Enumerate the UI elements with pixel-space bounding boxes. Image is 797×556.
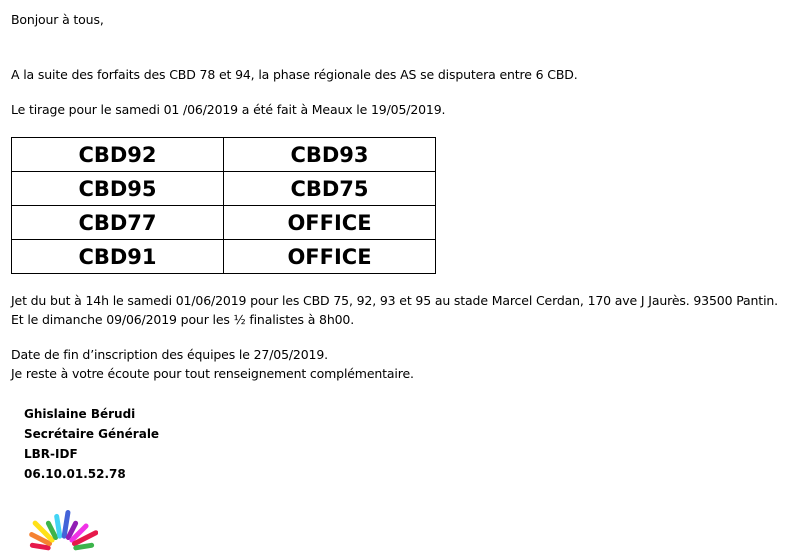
table-cell: CBD91: [12, 240, 224, 274]
table-row: [12, 240, 436, 274]
table-cell: CBD95: [12, 172, 224, 206]
table-cell: OFFICE: [224, 240, 436, 274]
signature-phone: 06.10.01.52.78: [24, 467, 126, 481]
schedule-sunday: Et le dimanche 09/06/2019 pour les ½ finalistes à 8h00.: [11, 312, 355, 327]
signature-title: Secrétaire Générale: [24, 427, 160, 441]
signature-org: LBR-IDF: [24, 447, 78, 461]
greeting: Bonjour à tous,: [11, 12, 104, 27]
starburst-logo-icon: [26, 492, 98, 556]
table-cell: CBD77: [12, 206, 224, 240]
forfeit-paragraph: A la suite des forfaits des CBD 78 et 94, la phase régionale des AS se disputera entre 6 CBD.: [11, 67, 578, 82]
table-row: [12, 206, 436, 240]
table-row: [12, 172, 436, 206]
table-cell: OFFICE: [224, 206, 436, 240]
signature-name: Ghislaine Bérudi: [24, 407, 136, 421]
logo-ray: [57, 516, 60, 536]
deadline-paragraph: Date de fin d’inscription des équipes le 27/05/2019.: [11, 347, 328, 362]
table-cell: CBD93: [224, 138, 436, 172]
logo-ray: [64, 512, 68, 536]
logo-ray: [32, 545, 48, 548]
draw-paragraph: Le tirage pour le samedi 01 /06/2019 a été fait à Meaux le 19/05/2019.: [11, 102, 446, 117]
contact-paragraph: Je reste à votre écoute pour tout renseignement complémentaire.: [11, 366, 414, 381]
table-cell: CBD92: [12, 138, 224, 172]
draw-table: [11, 137, 436, 274]
schedule-saturday: Jet du but à 14h le samedi 01/06/2019 pour les CBD 75, 92, 93 et 95 au stade Marcel Cerdan, 170 ave J Jaurès. 93500 Pantin.: [11, 293, 778, 308]
table-row: [12, 138, 436, 172]
logo-ray: [76, 545, 92, 548]
table-cell: CBD75: [224, 172, 436, 206]
